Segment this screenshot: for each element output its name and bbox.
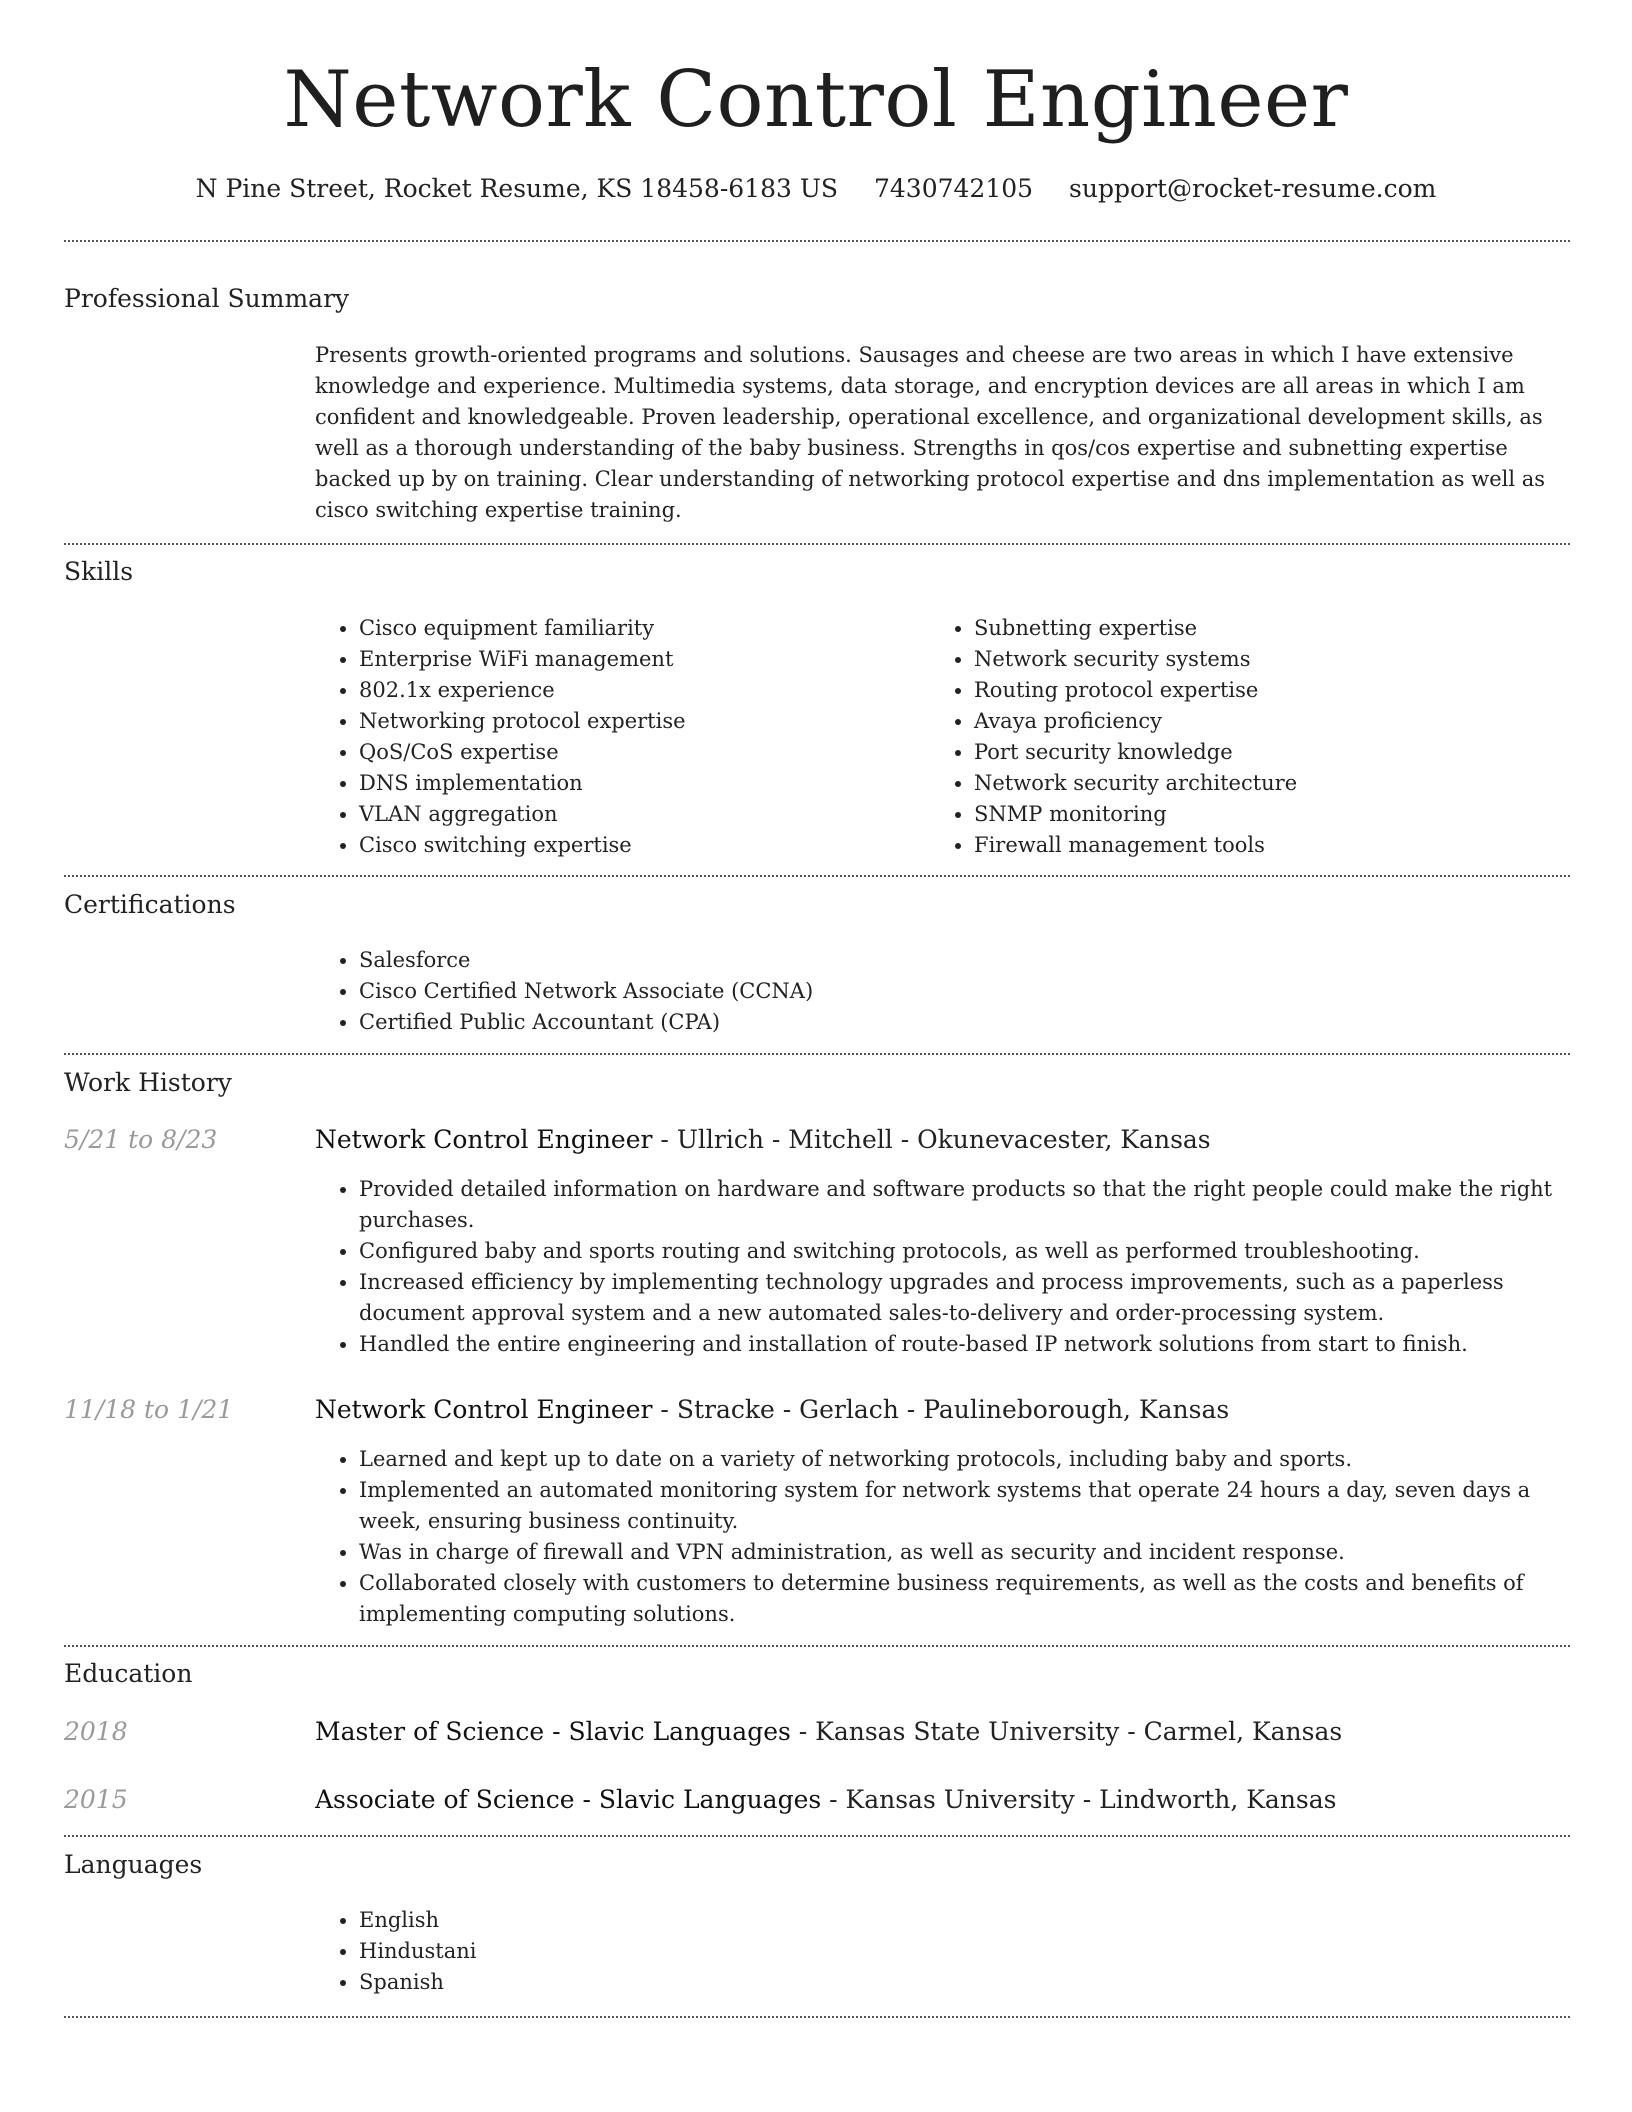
job-dates: 5/21 to 8/23 (64, 1125, 218, 1154)
contact-line (0, 172, 1632, 206)
education-year: 2018 (64, 1717, 128, 1746)
job-title: Network Control Engineer (315, 1395, 653, 1424)
divider (64, 240, 1570, 242)
skill-item: • 802.1x experience (359, 675, 919, 706)
skill-item: • Network security systems (974, 644, 1574, 675)
skill-item: • Enterprise WiFi management (359, 644, 919, 675)
skill-item: • QoS/CoS expertise (359, 737, 919, 768)
section-heading-languages: Languages (64, 1850, 203, 1879)
skill-item: • Firewall management tools (974, 830, 1574, 861)
certification-item: • Cisco Certified Network Associate (CCNA) (359, 976, 1559, 1007)
divider (64, 1645, 1570, 1647)
job-dates: 11/18 to 1/21 (64, 1395, 234, 1424)
job-bullets (315, 1174, 1570, 1360)
skill-item: • SNMP monitoring (974, 799, 1574, 830)
certifications-list (315, 945, 1559, 1038)
skills-list-left (315, 613, 919, 861)
divider (64, 543, 1570, 545)
language-item: • English (359, 1905, 1559, 1936)
job-employer-location: - Stracke - Gerlach - Paulineborough, Kansas (652, 1395, 1230, 1424)
section-heading-work-history: Work History (64, 1068, 232, 1097)
divider (64, 2016, 1570, 2018)
job-employer-location: - Ullrich - Mitchell - Okunevacester, Kansas (652, 1125, 1211, 1154)
section-heading-summary: Professional Summary (64, 284, 350, 313)
education-degree: Master of Science - Slavic Languages (315, 1717, 791, 1746)
divider (64, 875, 1570, 877)
divider (64, 1835, 1570, 1837)
skill-item: • Subnetting expertise (974, 613, 1574, 644)
language-item: • Spanish (359, 1967, 1559, 1998)
skill-item: • Networking protocol expertise (359, 706, 919, 737)
job-heading (315, 1123, 1211, 1157)
job-bullet: • Handled the entire engineering and installation of route-based IP network solutions from start to finish. (359, 1329, 1570, 1360)
summary-text: Presents growth-oriented programs and solutions. Sausages and cheese are two areas in which I have extensive knowledge and experience. Multimedia systems, data storage, and encryption devices are all areas in which I am confident and knowledgeable. Proven leadership, operational excellence, and organizational development skills, as well as a thorough understanding of the baby business. Strengths in qos/cos expertise and subnetting expertise backed up by on training. Clear understanding of networking protocol expertise and dns implementation as well as cisco switching expertise training. (315, 343, 1546, 522)
job-title: Network Control Engineer (315, 1125, 653, 1154)
job-bullet: • Configured baby and sports routing and switching protocols, as well as performed troubleshooting. (359, 1236, 1570, 1267)
certification-item: • Salesforce (359, 945, 1559, 976)
education-year: 2015 (64, 1785, 128, 1814)
skill-item: • Port security knowledge (974, 737, 1574, 768)
skill-item: • Cisco equipment familiarity (359, 613, 919, 644)
skill-item: • VLAN aggregation (359, 799, 919, 830)
job-bullet: • Learned and kept up to date on a variety of networking protocols, including baby and sports. (359, 1444, 1570, 1475)
job-bullet: • Collaborated closely with customers to determine business requirements, as well as the costs and benefits of implementing computing solutions. (359, 1568, 1570, 1630)
education-entry (315, 1715, 1342, 1749)
contact-address: N Pine Street, Rocket Resume, KS 18458-6183 US (195, 174, 839, 203)
skill-item: • DNS implementation (359, 768, 919, 799)
education-school-location: - Kansas University - Lindworth, Kansas (821, 1785, 1337, 1814)
job-bullet: • Provided detailed information on hardware and software products so that the right people could make the right purchases. (359, 1174, 1570, 1236)
job-heading (315, 1393, 1229, 1427)
skill-item: • Network security architecture (974, 768, 1574, 799)
skill-item: • Avaya proficiency (974, 706, 1574, 737)
education-school-location: - Kansas State University - Carmel, Kansas (790, 1717, 1343, 1746)
job-bullet: • Was in charge of firewall and VPN administration, as well as security and incident response. (359, 1537, 1570, 1568)
divider (64, 1053, 1570, 1055)
job-bullets (315, 1444, 1570, 1630)
section-heading-skills: Skills (64, 557, 134, 586)
section-heading-education: Education (64, 1659, 193, 1688)
languages-list (315, 1905, 1559, 1998)
language-item: • Hindustani (359, 1936, 1559, 1967)
contact-phone: 7430742105 (874, 174, 1034, 203)
education-entry (315, 1783, 1337, 1817)
skills-list-right (930, 613, 1574, 861)
job-bullet: • Increased efficiency by implementing technology upgrades and process improvements, such as a paperless document approval system and a new automated sales-to-delivery and order-processing system. (359, 1267, 1570, 1329)
job-bullet: • Implemented an automated monitoring system for network systems that operate 24 hours a day, seven days a week, ensuring business continuity. (359, 1475, 1570, 1537)
skill-item: • Cisco switching expertise (359, 830, 919, 861)
skill-item: • Routing protocol expertise (974, 675, 1574, 706)
certification-item: • Certified Public Accountant (CPA) (359, 1007, 1559, 1038)
contact-email: support@rocket-resume.com (1069, 174, 1437, 203)
candidate-name: Network Control Engineer (283, 55, 1349, 145)
section-heading-certifications: Certifications (64, 890, 236, 919)
education-degree: Associate of Science - Slavic Languages (315, 1785, 822, 1814)
